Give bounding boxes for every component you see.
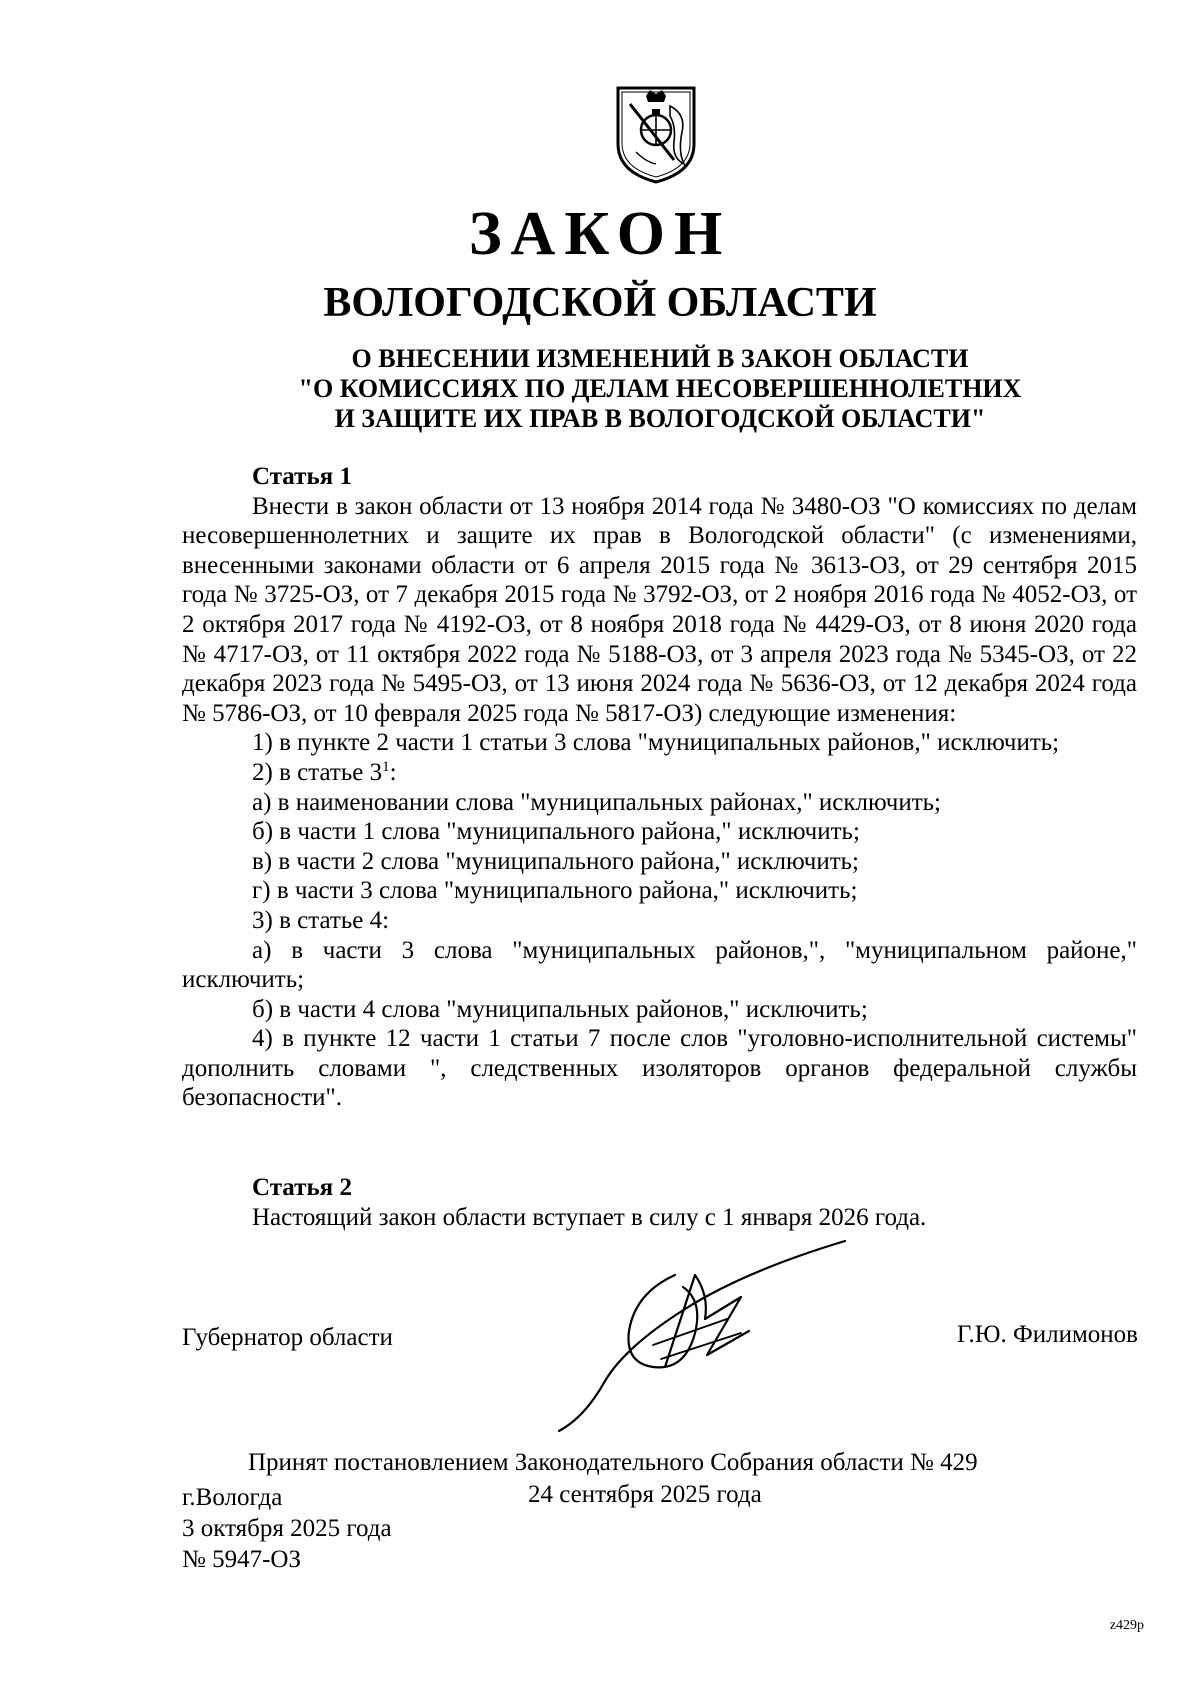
- article-2-heading: Статья 2: [252, 1174, 352, 1201]
- signing-city: г.Вологда: [182, 1484, 283, 1511]
- handwritten-signature: [545, 1235, 905, 1440]
- law-title-line: О ВНЕСЕНИИ ИЗМЕНЕНИЙ В ЗАКОН ОБЛАСТИ: [351, 344, 969, 373]
- document-title: ЗАКОН: [468, 200, 732, 268]
- article-2: [182, 1173, 1137, 1232]
- law-title-line: И ЗАЩИТЕ ИХ ПРАВ В ВОЛОГОДСКОЙ ОБЛАСТИ": [334, 404, 986, 433]
- amendment-item-3a: а) в части 3 слова "муниципальных районов,", "муниципальном районе," исключить;: [182, 936, 1137, 994]
- amendment-item-1: 1) в пункте 2 части 1 статьи 3 слова "муниципальных районов," исключить;: [252, 729, 1060, 757]
- amendment-item-4: 4) в пункте 12 части 1 статьи 7 после слов "уголовно-исполнительной системы" дополнить словами ", следственных изоляторов органов федеральной службы безопасности".: [182, 1025, 1137, 1112]
- adoption-resolution: Принят постановлением Законодательного Собрания области № 429: [248, 1449, 978, 1476]
- law-title: [180, 344, 1140, 434]
- amendment-item-2c: в) в части 2 слова "муниципального района," исключить;: [252, 847, 859, 875]
- vologda-coat-of-arms-icon: [612, 82, 700, 186]
- article-1-intro: Внести в закон области от 13 ноября 2014 года № 3480-ОЗ "О комиссиях по делам несовершеннолетних и защите их прав в Вологодской области" (с изменениями, внесенными законами области от 6 апреля 2015 года № 3613-ОЗ, от 29 сентября 2015 года № 3725-ОЗ, от 7 декабря 2015 года № 3792-ОЗ, от 2 ноября 2016 года № 4052-ОЗ, от 2 октября 2017 года № 4192-ОЗ, от 8 ноября 2018 года № 4429-ОЗ, от 8 июня 2020 года № 4717-ОЗ, от 11 октября 2022 года № 5188-ОЗ, от 3 апреля 2023 года № 5345-ОЗ, от 22 декабря 2023 года № 5495-ОЗ, от 13 июня 2024 года № 5636-ОЗ, от 12 декабря 2024 года № 5786-ОЗ, от 10 февраля 2025 года № 5817-ОЗ) следующие изменения:: [182, 492, 1137, 727]
- amendment-item-3: 3) в статье 4:: [252, 906, 390, 934]
- item-2-superscript: 1: [382, 758, 390, 775]
- article-2-text: Настоящий закон области вступает в силу с 1 января 2026 года.: [252, 1203, 927, 1231]
- adoption-date: 24 сентября 2025 года: [528, 1481, 762, 1508]
- amendment-item-2a: а) в наименовании слова "муниципальных районах," исключить;: [252, 788, 941, 816]
- region-title: ВОЛОГОДСКОЙ ОБЛАСТИ: [323, 280, 877, 326]
- item-2-prefix: 2) в статье 3: [252, 758, 383, 786]
- amendment-item-3b: б) в части 4 слова "муниципальных районов," исключить;: [252, 995, 868, 1023]
- article-1-heading: Статья 1: [252, 463, 352, 490]
- governor-name: Г.Ю. Филимонов: [956, 1321, 1138, 1348]
- governor-position: Губернатор области: [182, 1324, 393, 1351]
- item-2-suffix: :: [389, 758, 397, 786]
- amendment-item-2b: б) в части 1 слова "муниципального района," исключить;: [252, 818, 860, 846]
- law-title-line: "О КОМИССИЯХ ПО ДЕЛАМ НЕСОВЕРШЕННОЛЕТНИХ: [298, 374, 1022, 403]
- amendment-item-2d: г) в части 3 слова "муниципального района," исключить;: [252, 877, 858, 905]
- signing-details: [182, 1482, 392, 1575]
- amendment-item-2: [182, 758, 1137, 788]
- article-1: [182, 462, 1137, 1113]
- law-number: № 5947-ОЗ: [182, 1546, 302, 1573]
- signing-date: 3 октября 2025 года: [182, 1515, 392, 1542]
- document-code: z429p: [1109, 1618, 1144, 1633]
